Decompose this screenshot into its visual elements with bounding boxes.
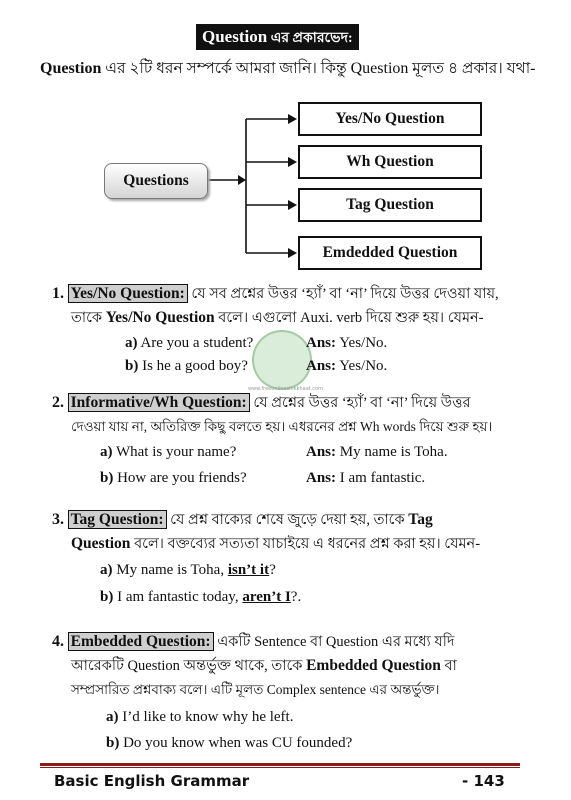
example-item: a) Are you a student? — [125, 335, 254, 351]
intro-text: Question এর ২টি ধরন সম্পর্কে আমরা জানি। কিন্তু Question মূলত ৪ প্রকার। যথা- — [40, 60, 536, 77]
type-wh-node: Wh Question — [298, 145, 482, 179]
section-label: Informative/Wh Question: — [68, 393, 250, 412]
type-yes-no-node: Yes/No Question — [298, 102, 482, 136]
footer-rule-thin — [40, 767, 520, 768]
example-item: b) How are you friends? — [100, 470, 247, 486]
example-answer: Ans: Yes/No. — [306, 335, 388, 351]
example-item: a) What is your name? — [100, 444, 237, 460]
page-number: - 143 — [462, 772, 505, 790]
footer-rule — [40, 763, 520, 766]
section-wh: 2. Informative/Wh Question: যে প্রশ্নের উত্তর ‘হ্যাঁ’ বা ‘না’ দিয়ে উত্তর দেওয়া যায় না, অতিরিক্ত কিছু বলতে হয়। এধরনের প্রশ্ন Wh words দিয়ে শুরু হয়। — [52, 394, 493, 434]
example-item: b) I am fantastic today, aren’t I?. — [100, 589, 302, 605]
section-label: Yes/No Question: — [68, 284, 188, 303]
example-item: b) Is he a good boy? — [125, 358, 248, 374]
type-tag-node: Tag Question — [298, 188, 482, 222]
page-title: Question এর প্রকারভেদ: — [196, 24, 359, 50]
watermark-logo — [252, 330, 312, 390]
questions-root-node: Questions — [104, 163, 208, 199]
section-number: 1. — [52, 285, 64, 302]
example-answer: Ans: My name is Toha. — [306, 444, 448, 460]
watermark-text: www.freeonlineshikkhaat.com — [248, 386, 323, 392]
example-item: b) Do you know when was CU founded? — [106, 735, 353, 751]
example-item: a) My name is Toha, isn’t it? — [100, 562, 276, 578]
example-answer: Ans: I am fantastic. — [306, 470, 426, 486]
example-answer: Ans: Yes/No. — [306, 358, 388, 374]
footer-book-title: Basic English Grammar — [54, 772, 250, 790]
type-embedded-node: Emdedded Question — [298, 236, 482, 270]
section-label: Embedded Question: — [68, 632, 214, 651]
section-embedded: 4. Embedded Question: একটি Sentence বা Question এর মধ্যে যদি আরেকটি Question অন্তর্ভুক্ত থাকে, তাকে Embedded Question বা সম্প্রসারিত প্রশ্নবাক্য বলে। এটি মূলত Complex sentence এর অন্তর্ভুক্ত। — [52, 633, 457, 697]
section-yes-no: 1. Yes/No Question: যে সব প্রশ্নের উত্তর ‘হ্যাঁ’ বা ‘না’ দিয়ে উত্তর দেওয়া যায়, তাকে Yes/No Question বলে। এগুলো Auxi. verb দিয়ে শুরু হয়। যেমন- — [52, 285, 499, 326]
section-label: Tag Question: — [68, 510, 167, 529]
example-item: a) I’d like to know why he left. — [106, 709, 294, 725]
section-tag: 3. Tag Question: যে প্রশ্ন বাক্যের শেষে জুড়ে দেয়া হয়, তাকে Tag Question বলে। বক্তব্যের সত্যতা যাচাইয়ে এ ধরনের প্রশ্ন করা হয়। যেমন- — [52, 511, 481, 552]
